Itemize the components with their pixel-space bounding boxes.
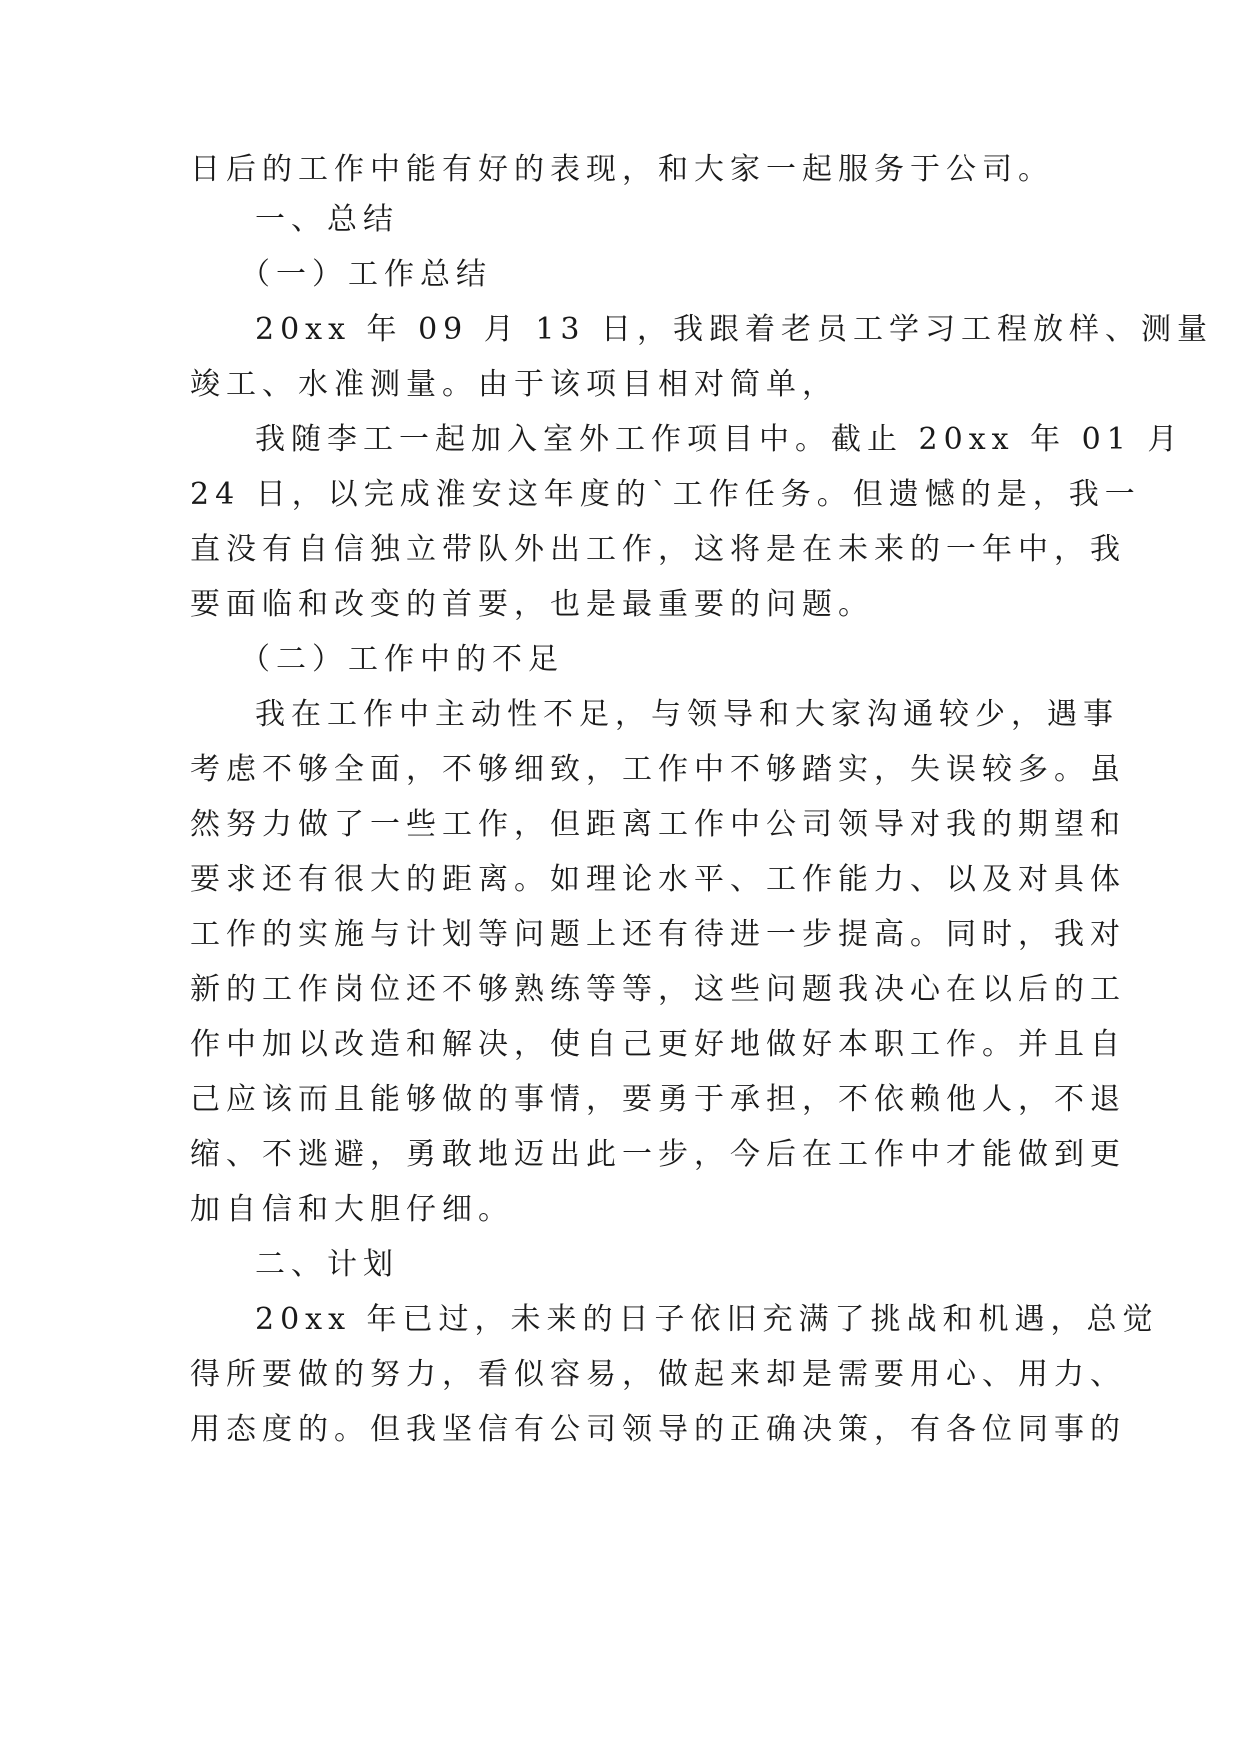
- paragraph-line: 日后的工作中能有好的表现，和大家一起服务于公司。: [190, 152, 1054, 187]
- paragraph-line: 新的工作岗位还不够熟练等等，这些问题我决心在以后的工: [190, 972, 1126, 1007]
- paragraph-line: 竣工、水准测量。由于该项目相对简单，: [190, 367, 838, 402]
- paragraph-line: 缩、不逃避，勇敢地迈出此一步，今后在工作中才能做到更: [190, 1137, 1126, 1172]
- paragraph-line: 20xx 年已过，未来的日子依旧充满了挑战和机遇，总觉: [255, 1302, 1159, 1337]
- paragraph-line: 己应该而且能够做的事情，要勇于承担，不依赖他人，不退: [190, 1082, 1126, 1117]
- paragraph-line: 用态度的。但我坚信有公司领导的正确决策，有各位同事的: [190, 1412, 1126, 1447]
- paragraph-line: 我随李工一起加入室外工作项目中。截止 20xx 年 01 月: [255, 422, 1184, 457]
- paragraph-line: 考虑不够全面，不够细致，工作中不够踏实，失误较多。虽: [190, 752, 1126, 787]
- paragraph-line: 我在工作中主动性不足，与领导和大家沟通较少，遇事: [255, 697, 1119, 732]
- section-heading: 二、计划: [255, 1247, 399, 1282]
- paragraph-line: 工作的实施与计划等问题上还有待进一步提高。同时，我对: [190, 917, 1126, 952]
- paragraph-line: 要求还有很大的距离。如理论水平、工作能力、以及对具体: [190, 862, 1126, 897]
- paragraph-line: 得所要做的努力，看似容易，做起来却是需要用心、用力、: [190, 1357, 1126, 1392]
- subsection-heading: （一）工作总结: [240, 257, 492, 292]
- paragraph-line: 作中加以改造和解决，使自己更好地做好本职工作。并且自: [190, 1027, 1126, 1062]
- paragraph-line: 然努力做了一些工作，但距离工作中公司领导对我的期望和: [190, 807, 1126, 842]
- section-heading: 一、总结: [255, 202, 399, 237]
- paragraph-line: 要面临和改变的首要，也是最重要的问题。: [190, 587, 874, 622]
- subsection-heading: （二）工作中的不足: [240, 642, 564, 677]
- paragraph-line: 直没有自信独立带队外出工作，这将是在未来的一年中，我: [190, 532, 1126, 567]
- paragraph-line: 24 日，以完成淮安这年度的`工作任务。但遗憾的是，我一: [190, 477, 1141, 512]
- paragraph-line: 加自信和大胆仔细。: [190, 1192, 514, 1227]
- paragraph-line: 20xx 年 09 月 13 日，我跟着老员工学习工程放样、测量: [255, 312, 1214, 347]
